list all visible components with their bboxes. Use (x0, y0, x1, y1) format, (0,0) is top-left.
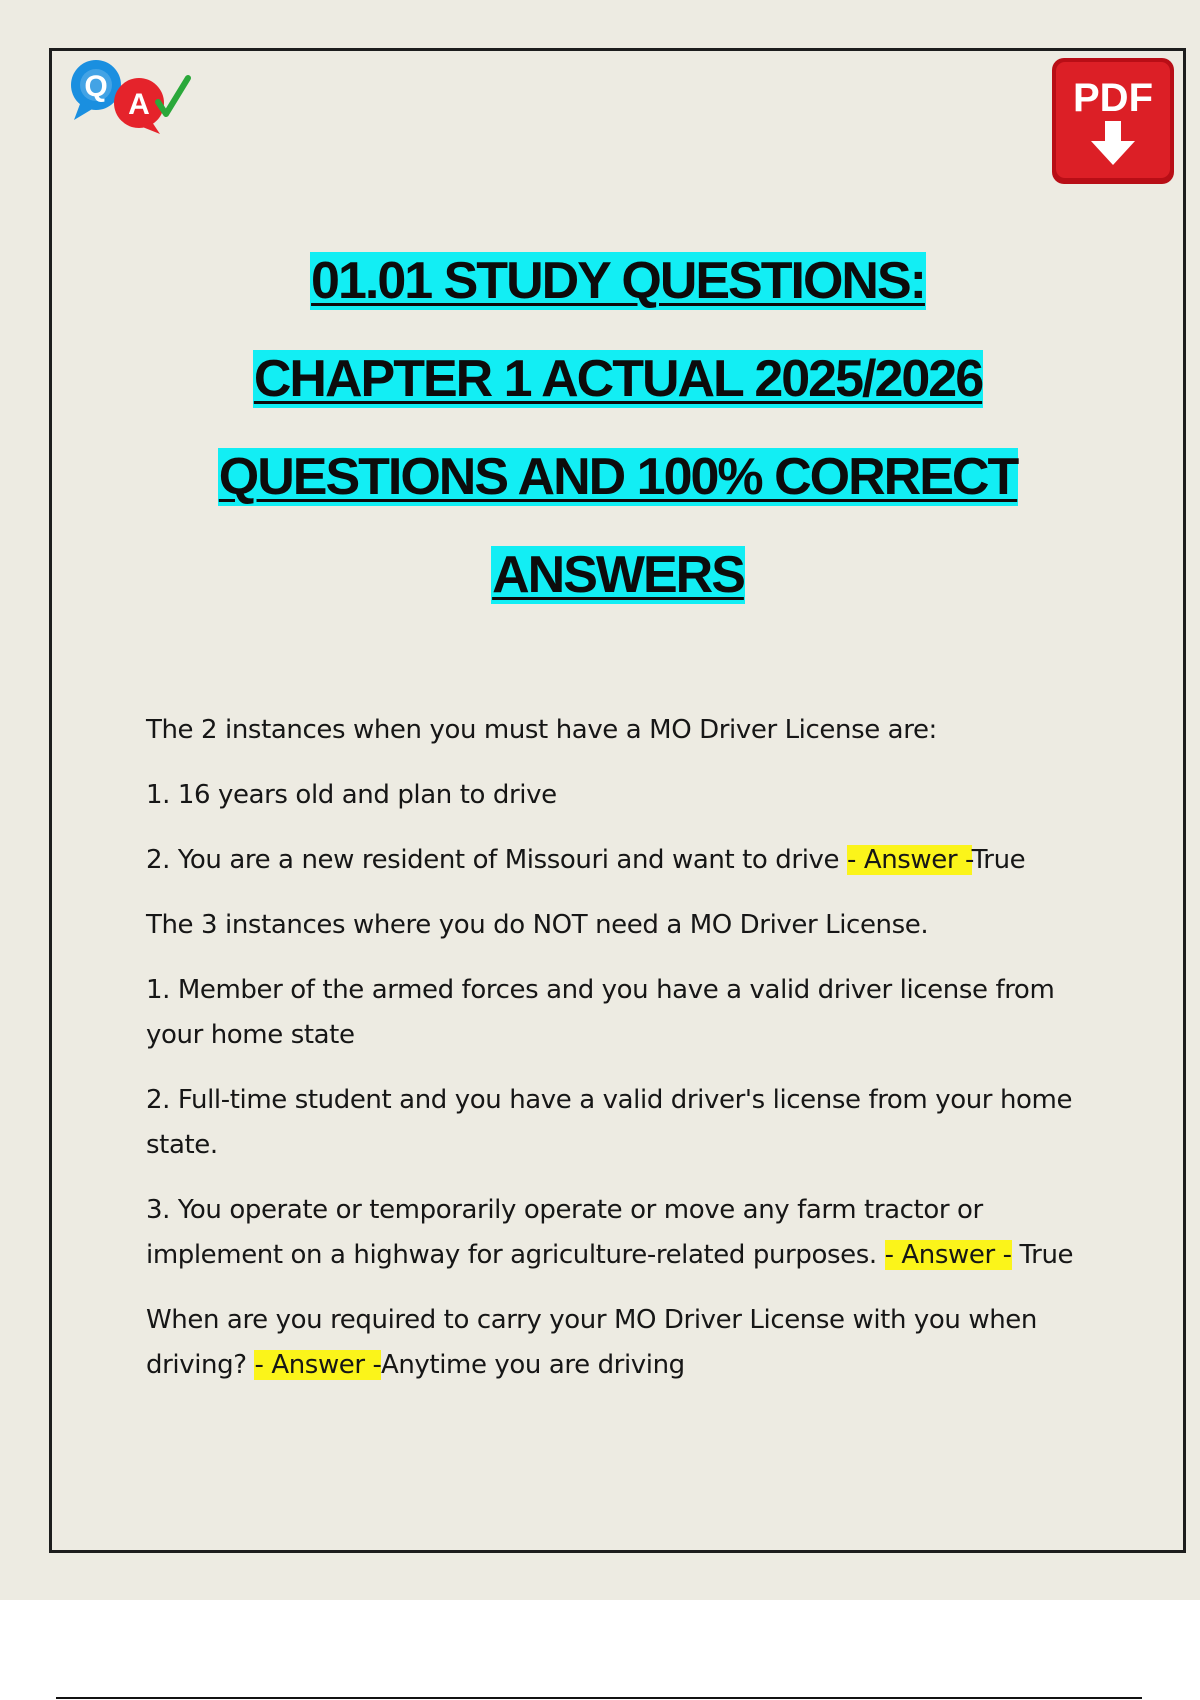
q2-item-1: 1. Member of the armed forces and you have a valid driver license from your home state (146, 975, 1055, 1050)
title-line-1: 01.01 STUDY QUESTIONS: (311, 252, 925, 310)
q1-intro: The 2 instances when you must have a MO Driver License are: (146, 715, 937, 745)
question-list (146, 708, 1096, 1408)
q3-question-text: When are you required to carry your MO Driver License with you when driving? (146, 1305, 1037, 1380)
answer-tag: - Answer - (884, 1240, 1012, 1270)
title-line-2: CHAPTER 1 ACTUAL 2025/2026 (253, 350, 983, 408)
q2-item-3-text: 3. You operate or temporarily operate or move any farm tractor or implement on a highway for agriculture-related purposes. (146, 1195, 983, 1270)
logo-letter-q: Q (84, 70, 108, 103)
qa-check-icon (66, 56, 196, 136)
q1-item-2 (146, 838, 1096, 883)
answer-tag: - Answer - (846, 845, 972, 875)
answer-text: True (1019, 1240, 1074, 1270)
logo-letter-a: A (128, 88, 150, 121)
q2-item-2: 2. Full-time student and you have a valid driver's license from your home state. (146, 1085, 1073, 1160)
answer-text: True (971, 845, 1026, 875)
q2-intro: The 3 instances where you do NOT need a MO Driver License. (146, 910, 929, 940)
footer-rule (56, 1697, 1142, 1699)
title-line-4: ANSWERS (492, 546, 744, 604)
pdf-download-icon[interactable] (1051, 57, 1175, 185)
q1-item-2-text: 2. You are a new resident of Missouri and want to drive (146, 845, 847, 875)
answer-tag: - Answer - (254, 1350, 381, 1380)
q1-item-1: 1. 16 years old and plan to drive (146, 780, 557, 810)
pdf-label: PDF (1073, 76, 1153, 120)
q2-item-3 (146, 1188, 1096, 1278)
document-title (100, 232, 1136, 624)
answer-text: Anytime you are driving (380, 1350, 685, 1380)
title-line-3: QUESTIONS AND 100% CORRECT (218, 448, 1018, 506)
q3-question (146, 1298, 1096, 1388)
